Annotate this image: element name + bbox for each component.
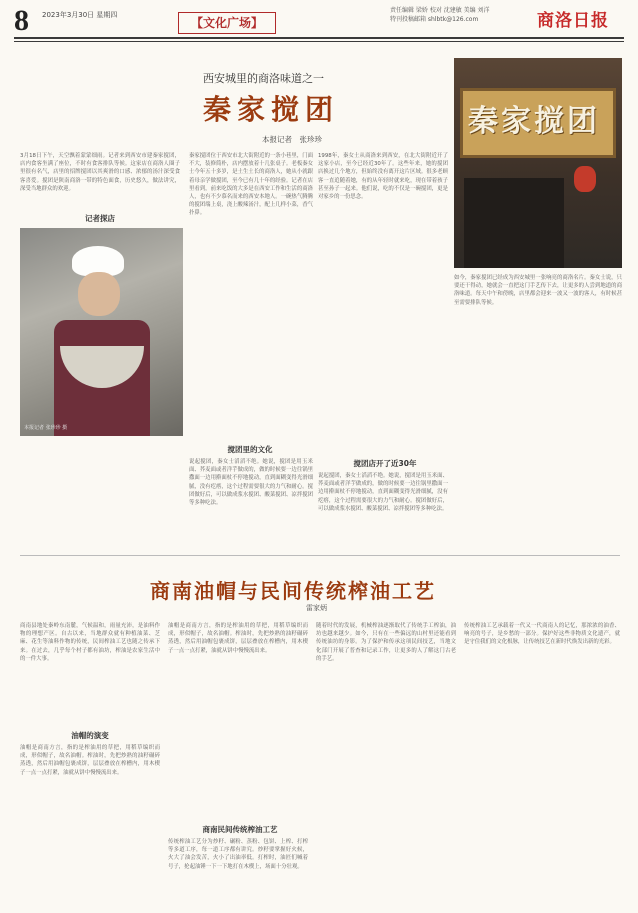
page-number: 8 (14, 4, 29, 37)
article2-subhead-2: 商南民间传统榨油工艺 (202, 825, 278, 834)
sign-text: 秦家搅团 (468, 104, 600, 139)
date-line: 2023年3月30日 星期四 (42, 11, 118, 19)
article2-subhead-1: 油帽的演变 (71, 731, 109, 740)
lantern (574, 166, 596, 192)
shop-door (464, 178, 564, 268)
masthead-rule-thin (14, 41, 624, 42)
feature-col-4b: 说起搅团，秦女士滔滔不绝。她说，搅团是用玉米面、荞麦面或者洋芋做成的，做的时候要一边往锅里撒面一边用擀面杖不停地搅动，直到面糊变得光滑细腻，没有疙瘩，这个过程需要很大的力气和耐心。搅团做好后，可以做成浆水搅团、酸菜搅团、凉拌搅团等多种吃法。 (318, 473, 448, 512)
feature-subhead-1: 记者探店 (85, 214, 115, 223)
editor-line: 责任编辑 梁娇 校对 沈建敏 美编 刘洋 (390, 7, 490, 14)
editor-info (390, 6, 490, 24)
article2-col-1b: 油帽是商南方言，指的是榨油用的草把，用稻草编织而成，形似帽子，故名油帽。榨油时，先把炒熟的油籽碾碎蒸透，然后用油帽包裹成饼，层层叠放在榨槽内，用木楔子一点一点打紧，油就从饼中慢慢流出来。 (20, 745, 160, 776)
contact-line: 特刊投稿邮箱 shlbtk@126.com (390, 16, 479, 23)
article2-byline: 雷家炳 (306, 604, 327, 612)
article2-col-3: 随着时代的发展，机械榨油逐渐取代了传统手工榨油，油坊也越来越少。如今，只有在一些偏远的山村里还能看到传统油坊的身影。为了保护和传承这项民间技艺，当地文化部门开展了普查和记录工作，让更多的人了解这门古老的手艺。 (316, 623, 456, 662)
feature-col-1: 3月18日下午，天空飘着蒙蒙细雨。记者来到西安市建秦家搅团，店内食客坐满了座位，不时有食客排队等候。这家店在商洛人圈子里很有名气，店里的招牌搅团以其爽滑的口感、浓郁的汤汁深受食客喜爱。搅团是陕南商洛一带的特色面食，历史悠久，做法讲究，深受当地群众的欢迎。 (20, 153, 180, 192)
section-divider (20, 555, 620, 556)
feature-kicker: 西安城里的商洛味道之一 (203, 72, 324, 85)
article2-col-2b: 传统榨油工艺分为炒籽、碾粉、蒸粉、包饼、上榨、打榨等多道工序，每一道工序都有讲究。炒籽要掌握好火候，火大了油会发苦，火小了出油率低。打榨时，油匠们喊着号子，抡起油锤一下一下地打在木楔上，场面十分壮观。 (168, 839, 308, 870)
feature-col-3: 说起搅团，秦女士滔滔不绝。她说，搅团是用玉米面、荞麦面或者洋芋做成的，做的时候要一边往锅里撒面一边用擀面杖不停地搅动，直到面糊变得光滑细腻，没有疙瘩，这个过程需要很大的力气和耐心。搅团做好后，可以做成浆水搅团、酸菜搅团、凉拌搅团等多种吃法。 (189, 459, 313, 507)
feature-subhead-3: 搅团店开了近30年 (353, 459, 417, 468)
article2-col-2: 油帽是商南方言，指的是榨油用的草把，用稻草编织而成，形似帽子，故名油帽。榨油时，先把炒熟的油籽碾碎蒸透，然后用油帽包裹成饼，层层叠放在榨槽内，用木楔子一点一点打紧，油就从饼中慢慢流出来。 (168, 623, 308, 654)
article2-col-1: 商南县地处秦岭东南麓，气候温和，雨量充沛，是油料作物的理想产区。自古以来，当地群众就有种植油菜、芝麻、花生等油料作物的传统，民间榨油工艺也随之传承下来。在过去，几乎每个村子都有油坊，榨油是农家生活中的一件大事。 (20, 623, 160, 662)
feature-col-2: 秦家搅团位于西安市北大街附近的一条小巷里，门面不大，装修简朴，店内摆放着十几张桌子。老板秦女士今年五十多岁，是土生土长的商洛人，她从小就跟着母亲学做搅团，至今已有几十年的经验。记者在店里看到，前来吃饭的大多是在西安工作和生活的商洛人，也有不少慕名而来的西安本地人。一碗热气腾腾的搅团端上桌，浇上酸辣汤汁，配上几样小菜，香气扑鼻。 (189, 153, 313, 217)
chef-photo (20, 228, 183, 436)
article2-headline: 商南油帽与民间传统榨油工艺 (150, 579, 436, 603)
feature-headline: 秦家搅团 (203, 93, 340, 126)
feature-col-4: 1998年，秦女士从商洛来到西安，在北大街附近开了这家小店，至今已经近30年了。这些年来，她的搅团店换过几个地方，但始终没有离开这片区域。很多老顾客一直追随着她，有的从年轻时就来吃，现在带着孩子甚至孙子一起来。他们说，吃的不仅是一碗搅团，更是对家乡的一份思念。 (318, 153, 448, 201)
shop-sign-photo (454, 58, 622, 268)
masthead-rule (14, 37, 624, 39)
feature-byline: 本报记者 张珍珍 (262, 135, 322, 144)
feature-subhead-2: 搅团里的文化 (227, 445, 273, 454)
paper-logo: 商洛日报 (537, 11, 609, 31)
photo-caption: 本报记者 张珍珍 摄 (24, 425, 68, 431)
feature-col-5: 如今，秦家搅团已经成为西安城里一张响亮的商洛名片。秦女士说，只要还干得动，她就会一直把这门手艺传下去，让更多的人尝到地道的商洛味道。每天中午和傍晚，店里都会迎来一波又一波的客人，有时候甚至需要排队等候。 (454, 275, 622, 306)
article2-col-4: 传统榨油工艺承载着一代又一代商南人的记忆，那浓浓的油香、响亮的号子，是乡愁的一部分。保护好这些非物质文化遗产，就是守住我们的文化根脉，让传统技艺在新时代焕发出新的光彩。 (464, 623, 620, 646)
chef-face (78, 272, 120, 316)
section-label: 【文化广场】 (178, 12, 276, 34)
